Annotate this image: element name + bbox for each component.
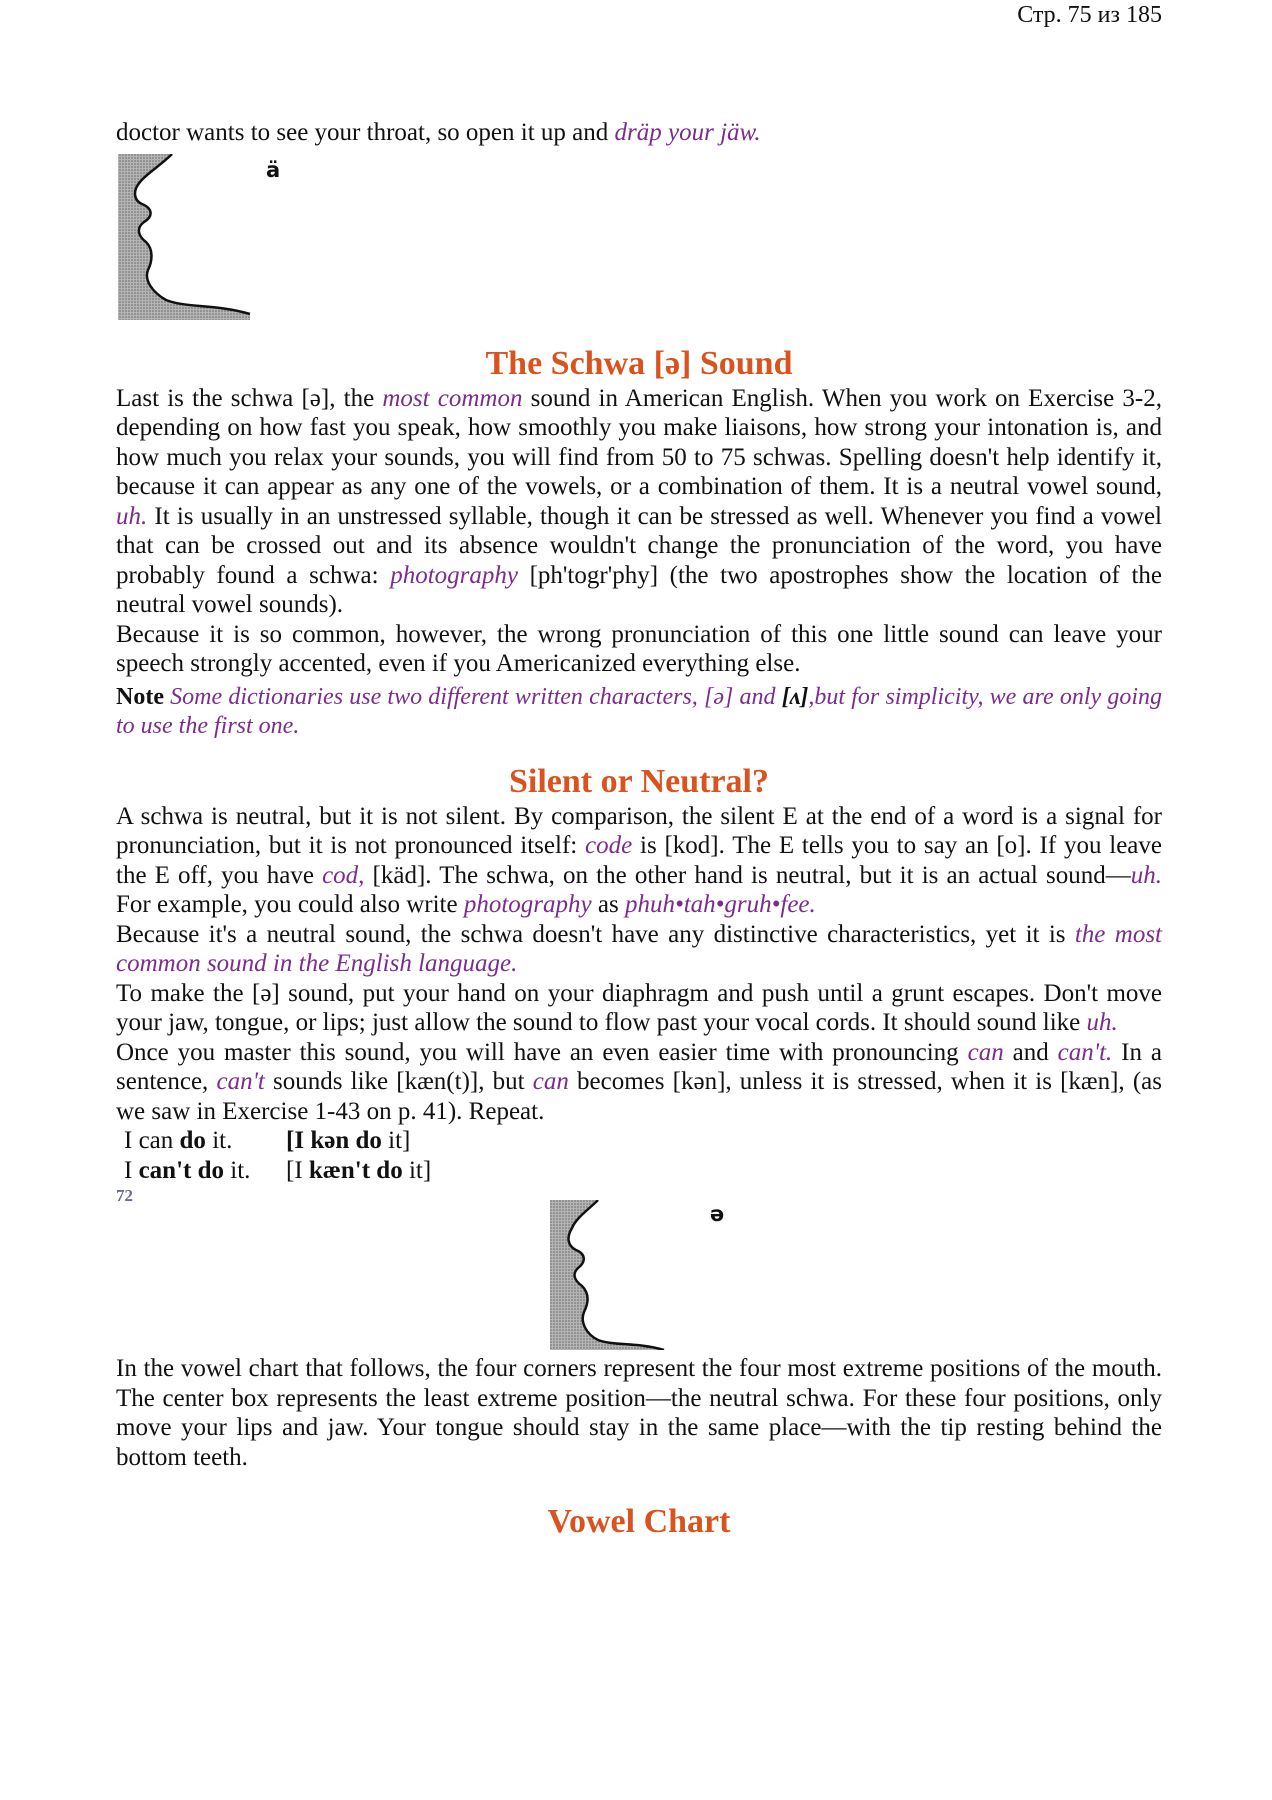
text: I can <box>124 1127 180 1154</box>
text: Because it's a neutral sound, the schwa doesn't have any distinctive characteristics, yet it is <box>116 920 1075 948</box>
text: For example, you could also write <box>116 891 464 918</box>
text: [käd]. The schwa, on the other hand is neutral, but it is an actual sound— <box>364 861 1131 889</box>
page-content <box>116 118 1162 1542</box>
text: sounds like [kæn(t)], but <box>264 1068 533 1095</box>
text: A schwa is neutral, but it is not silent. By comparison, the silent E at the end of a word is a signal for pronunciation, but it is not pronounced itself: <box>116 802 1162 859</box>
text: as <box>591 891 625 918</box>
text: To make the [ə] sound, put your hand on your diaphragm and push until a grunt escapes. Don't move your jaw, tongue, or lips; just allow the sound to flow past your vocal cords. It should sound like <box>116 979 1162 1036</box>
emphasis: uh. <box>1086 1009 1118 1036</box>
note-text: Some dictionaries use two different written characters, [ə] and <box>163 683 782 710</box>
emphasis: can't <box>216 1068 265 1095</box>
emphasis: can <box>532 1068 569 1095</box>
text: is [kod]. The E tells you to say an [o]. If you leave the E off, you have <box>116 832 1163 889</box>
emphasis: can <box>967 1038 1004 1066</box>
text: Last is the schwa [ə], the <box>116 384 383 412</box>
intro-text: doctor wants to see your throat, so open it up and <box>116 119 615 146</box>
bold-text: [I <box>286 1127 311 1154</box>
mouth-profile-open-jaw-icon <box>116 154 256 320</box>
note-symbol: [ʌ] <box>781 683 809 710</box>
emphasis: uh. <box>116 502 148 530</box>
emphasis: most common <box>382 384 523 412</box>
emphasis: photography <box>390 561 518 589</box>
vowel-symbol-a: ä <box>266 157 281 182</box>
example-transcription <box>286 1126 410 1156</box>
vowel-symbol-schwa: ə <box>710 1202 725 1226</box>
text: It is usually in an unstressed syllable, though it can be stressed as well. Whenever you find a vowel that can be crossed out and its absence wouldn't change the pronunciation of the word, you have probably found a schwa: <box>116 502 1162 589</box>
schwa-paragraph-1 <box>116 384 1162 620</box>
mouth-figure-open <box>116 154 1162 320</box>
silent-paragraph-3 <box>116 979 1162 1038</box>
mouth-figure-neutral <box>550 1200 1162 1350</box>
silent-paragraph-1 <box>116 802 1162 920</box>
chart-intro-paragraph: In the vowel chart that follows, the four corners represent the four most extreme positions of the mouth. The center box represents the least extreme position—the neutral schwa. For these four positions, only move your lips and jaw. Your tongue should stay in the same place—with the tip resting behind the bottom teeth. <box>116 1355 1162 1471</box>
text: [I <box>286 1157 309 1184</box>
text: it] <box>402 1157 432 1184</box>
silent-section-title: Silent or Neutral? <box>508 762 769 800</box>
text: it. <box>224 1157 251 1184</box>
text: Once you master this sound, you will have an even easier time with pronouncing <box>116 1038 968 1066</box>
text: it] <box>381 1127 411 1154</box>
example-transcription <box>286 1156 431 1186</box>
emphasis: the most common sound in the English language. <box>116 920 1162 977</box>
emphasis: code <box>585 832 633 859</box>
vowel-chart-title: Vowel Chart <box>547 1503 731 1540</box>
example-row <box>116 1156 1162 1186</box>
text: and <box>1003 1038 1058 1066</box>
silent-paragraph-4 <box>116 1038 1162 1127</box>
text: sound in American English. When you work on Exercise 3-2, depending on how fast you speak, how smoothly you make liaisons, how strong your intonation is, and how much you relax your sounds, you will find from 50 to 75 schwas. Spelling doesn't help identify it, because it can appear as any one of the vowels, or a combination of them. It is a neutral vowel sound, <box>116 384 1162 500</box>
example-phrase <box>116 1156 286 1186</box>
note-paragraph <box>116 683 1162 742</box>
bold-text: kən do <box>310 1127 382 1154</box>
example-phrase <box>116 1126 286 1156</box>
note-label: Note <box>116 683 164 710</box>
text: it. <box>205 1127 233 1154</box>
intro-example: dräp your jäw. <box>614 119 761 146</box>
silent-paragraph-2 <box>116 920 1162 979</box>
text: In a sentence, <box>116 1038 1162 1095</box>
note-text: ,but for simplicity, we are only going to use the first one. <box>116 683 1163 739</box>
bold-text: kæn't do <box>308 1157 403 1184</box>
page-counter: Стр. 75 из 185 <box>1017 2 1162 28</box>
example-row <box>116 1126 1162 1156</box>
emphasis: uh. <box>1130 861 1162 889</box>
emphasis: cod, <box>322 861 365 889</box>
bold-text: can't do <box>138 1157 225 1184</box>
book-page-number: 72 <box>116 1186 133 1205</box>
emphasis: can't. <box>1057 1038 1113 1066</box>
bold-text: do <box>179 1127 206 1154</box>
schwa-paragraph-2: Because it is so common, however, the wrong pronunciation of this one little sound can leave your speech strongly accented, even if you Americanized everything else. <box>116 620 1162 677</box>
emphasis: phuh•tah•gruh•fee. <box>624 891 816 918</box>
text: I <box>124 1157 139 1184</box>
text: becomes [kən], unless it is stressed, when it is [kæn], (as we saw in Exercise 1-43 on p. 41). Repeat. <box>116 1068 1162 1125</box>
schwa-section-title: The Schwa [ə] Sound <box>485 344 793 382</box>
emphasis: photography <box>463 891 592 918</box>
intro-paragraph <box>116 118 1162 148</box>
text: [ph'togr'phy] (the two apostrophes show the location of the neutral vowel sounds). <box>116 561 1162 618</box>
mouth-profile-neutral-icon <box>550 1200 670 1350</box>
